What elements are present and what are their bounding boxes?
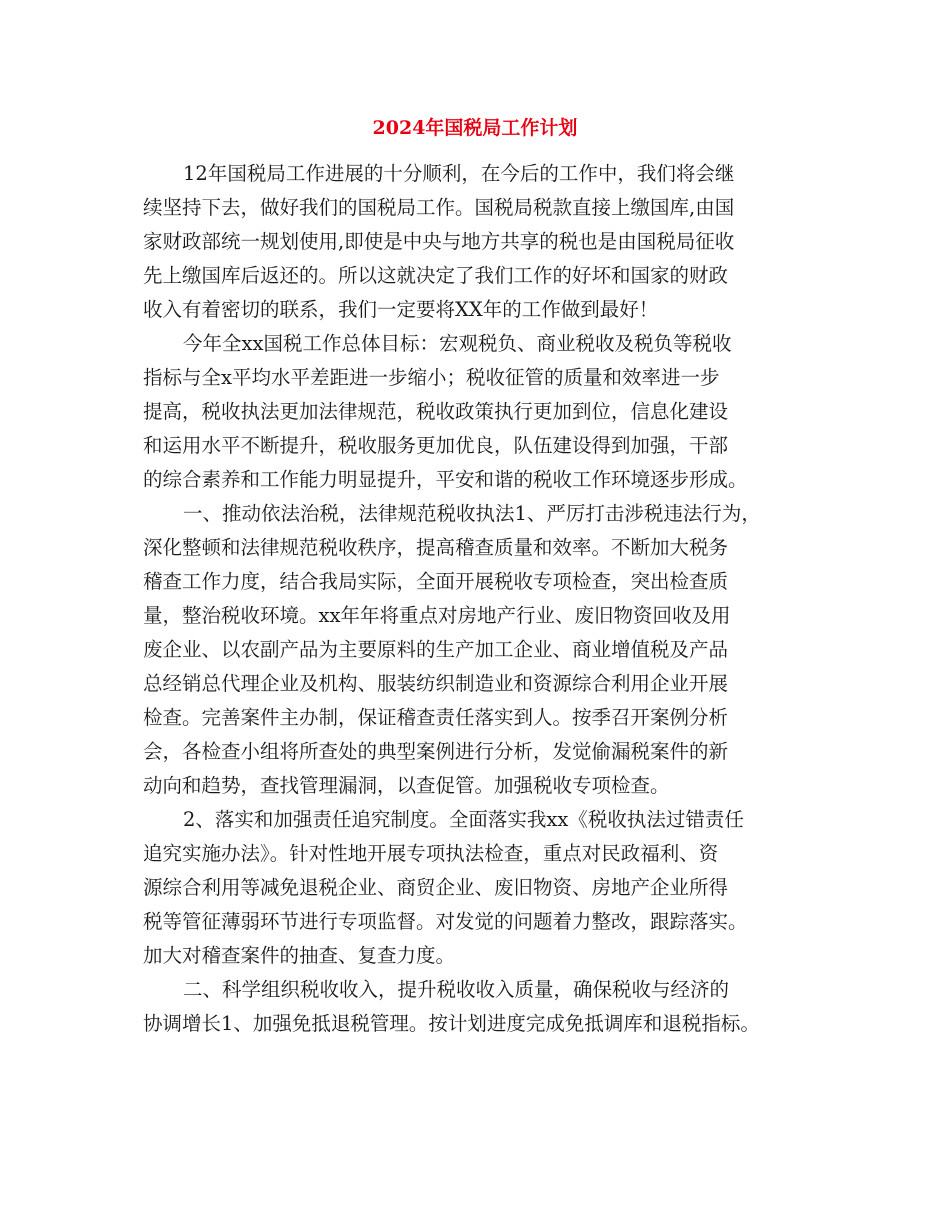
text-line: 指标与全x平均水平差距进一步缩小；税收征管的质量和效率进一步 [143, 366, 720, 389]
paragraph-intro [143, 157, 823, 327]
text-line: 一、推动依法治税，法律规范税收执法1、严厉打击涉税违法行为， [183, 502, 761, 525]
text-line: 深化整顿和法律规范税收秩序，提高稽查质量和效率。不断加大税务 [143, 536, 729, 559]
text-line: 和运用水平不断提升，税收服务更加优良，队伍建设得到加强，干部 [143, 434, 729, 457]
text-line: 量，整治税收环境。xx年年将重点对房地产行业、废旧物资回收及用 [143, 604, 731, 627]
text-line: 源综合利用等减免退税企业、商贸企业、废旧物资、房地产企业所得 [143, 876, 729, 899]
text-line: 稽查工作力度，结合我局实际，全面开展税收专项检查，突出检查质 [143, 570, 729, 593]
paragraph-section-two [143, 973, 823, 1041]
text-line: 提高，税收执法更加法律规范，税收政策执行更加到位，信息化建设 [143, 400, 729, 423]
text-line: 续坚持下去，做好我们的国税局工作。国税局税款直接上缴国库,由国 [143, 196, 735, 219]
text-line: 总经销总代理企业及机构、服装纺织制造业和资源综合利用企业开展 [143, 672, 729, 695]
text-line: 税等管征薄弱环节进行专项监督。对发觉的问题着力整改，跟踪落实。 [143, 910, 748, 933]
text-line: 家财政部统一规划使用,即使是中央与地方共享的税也是由国税局征收 [143, 230, 735, 253]
text-line: 先上缴国库后返还的。所以这就决定了我们工作的好坏和国家的财政 [143, 264, 729, 287]
document-title: 2024年国税局工作计划 [372, 117, 578, 139]
text-line: 今年全xx国税工作总体目标：宏观税负、商业税收及税负等税收 [183, 332, 732, 355]
text-line: 收入有着密切的联系，我们一定要将XX年的工作做到最好！ [143, 298, 659, 321]
text-line: 协调增长1、加强免抵退税管理。按计划进度完成免抵调库和退税指标。 [143, 1012, 760, 1035]
text-line: 二、科学组织税收收入，提升税收收入质量，确保税收与经济的 [183, 978, 730, 1001]
text-line: 检查。完善案件主办制，保证稽查责任落实到人。按季召开案例分析 [143, 706, 729, 729]
document-body [143, 157, 823, 1041]
text-line: 的综合素养和工作能力明显提升，平安和谐的税收工作环境逐步形成。 [143, 468, 748, 491]
text-line: 会，各检查小组将所查处的典型案例进行分析，发觉偷漏税案件的新 [143, 740, 729, 763]
text-line: 12年国税局工作进展的十分顺利，在今后的工作中，我们将会继 [183, 162, 735, 185]
paragraph-section-one [143, 497, 823, 803]
text-line: 2、落实和加强责任追究制度。全面落实我xx《税收执法过错责任 [183, 808, 744, 831]
text-line: 动向和趋势，查找管理漏洞，以查促管。加强税收专项检查。 [143, 774, 670, 797]
paragraph-responsibility [143, 803, 823, 973]
text-line: 追究实施办法》。针对性地开展专项执法检查，重点对民政福利、资 [143, 842, 719, 865]
text-line: 加大对稽查案件的抽查、复查力度。 [143, 944, 456, 967]
text-line: 废企业、以农副产品为主要原料的生产加工企业、商业增值税及产品 [143, 638, 729, 661]
paragraph-goals [143, 327, 823, 497]
